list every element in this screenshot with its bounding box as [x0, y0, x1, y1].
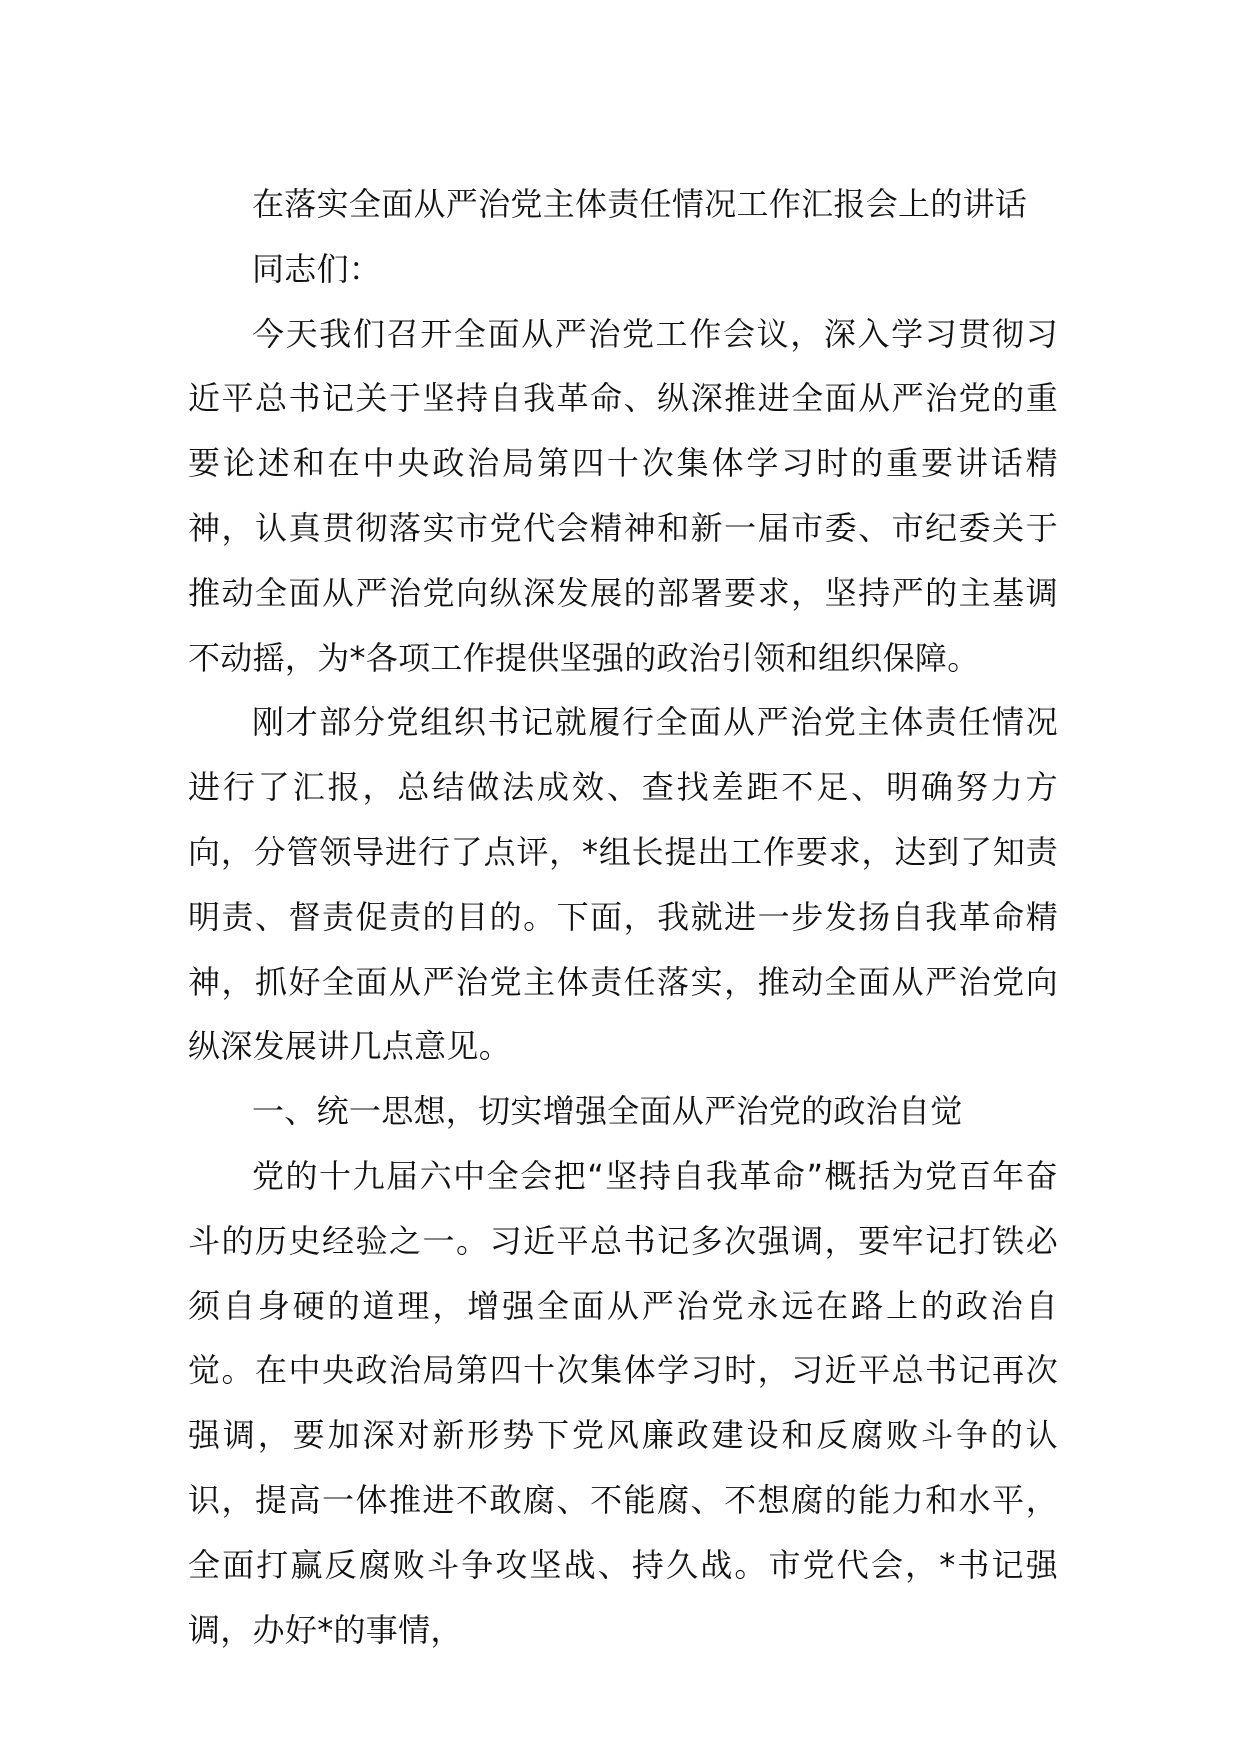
paragraph-opening: 今天我们召开全面从严治党工作会议，深入学习贯彻习近平总书记关于坚持自我革命、纵深推进全面从严治党的重要论述和在中央政治局第四十次集体学习时的重要讲话精神，认真贯彻落实市党代会精神和新一届市委、市纪委关于推动全面从严治党向纵深发展的部署要求，坚持严的主基调不动摇，为*各项工作提供坚强的政治引领和组织保障。 [188, 314, 1058, 677]
section-heading: 一、统一思想，切实增强全面从严治党的政治自觉 [252, 1092, 963, 1131]
document-body [188, 172, 1058, 1662]
document-title: 在落实全面从严治党主体责任情况工作汇报会上的讲话 [252, 185, 1028, 223]
salutation: 同志们： [252, 249, 382, 288]
paragraph-summary: 刚才部分党组织书记就履行全面从严治党主体责任情况进行了汇报，总结做法成效、查找差距不足、明确努力方向，分管领导进行了点评，*组长提出工作要求，达到了知责明责、督责促责的目的。下面，我就进一步发扬自我革命精神，抓好全面从严治党主体责任落实，推动全面从严治党向纵深发展讲几点意见。 [188, 703, 1058, 1066]
paragraph-section-one: 党的十九届六中全会把“坚持自我革命”概括为党百年奋斗的历史经验之一。习近平总书记多次强调，要牢记打铁必须自身硬的道理，增强全面从严治党永远在路上的政治自觉。在中央政治局第四十次集体学习时，习近平总书记再次强调，要加深对新形势下党风廉政建设和反腐败斗争的认识，提高一体推进不敢腐、不能腐、不想腐的能力和水平，全面打赢反腐败斗争攻坚战、持久战。市党代会，*书记强调，办好*的事情， [188, 1156, 1058, 1649]
